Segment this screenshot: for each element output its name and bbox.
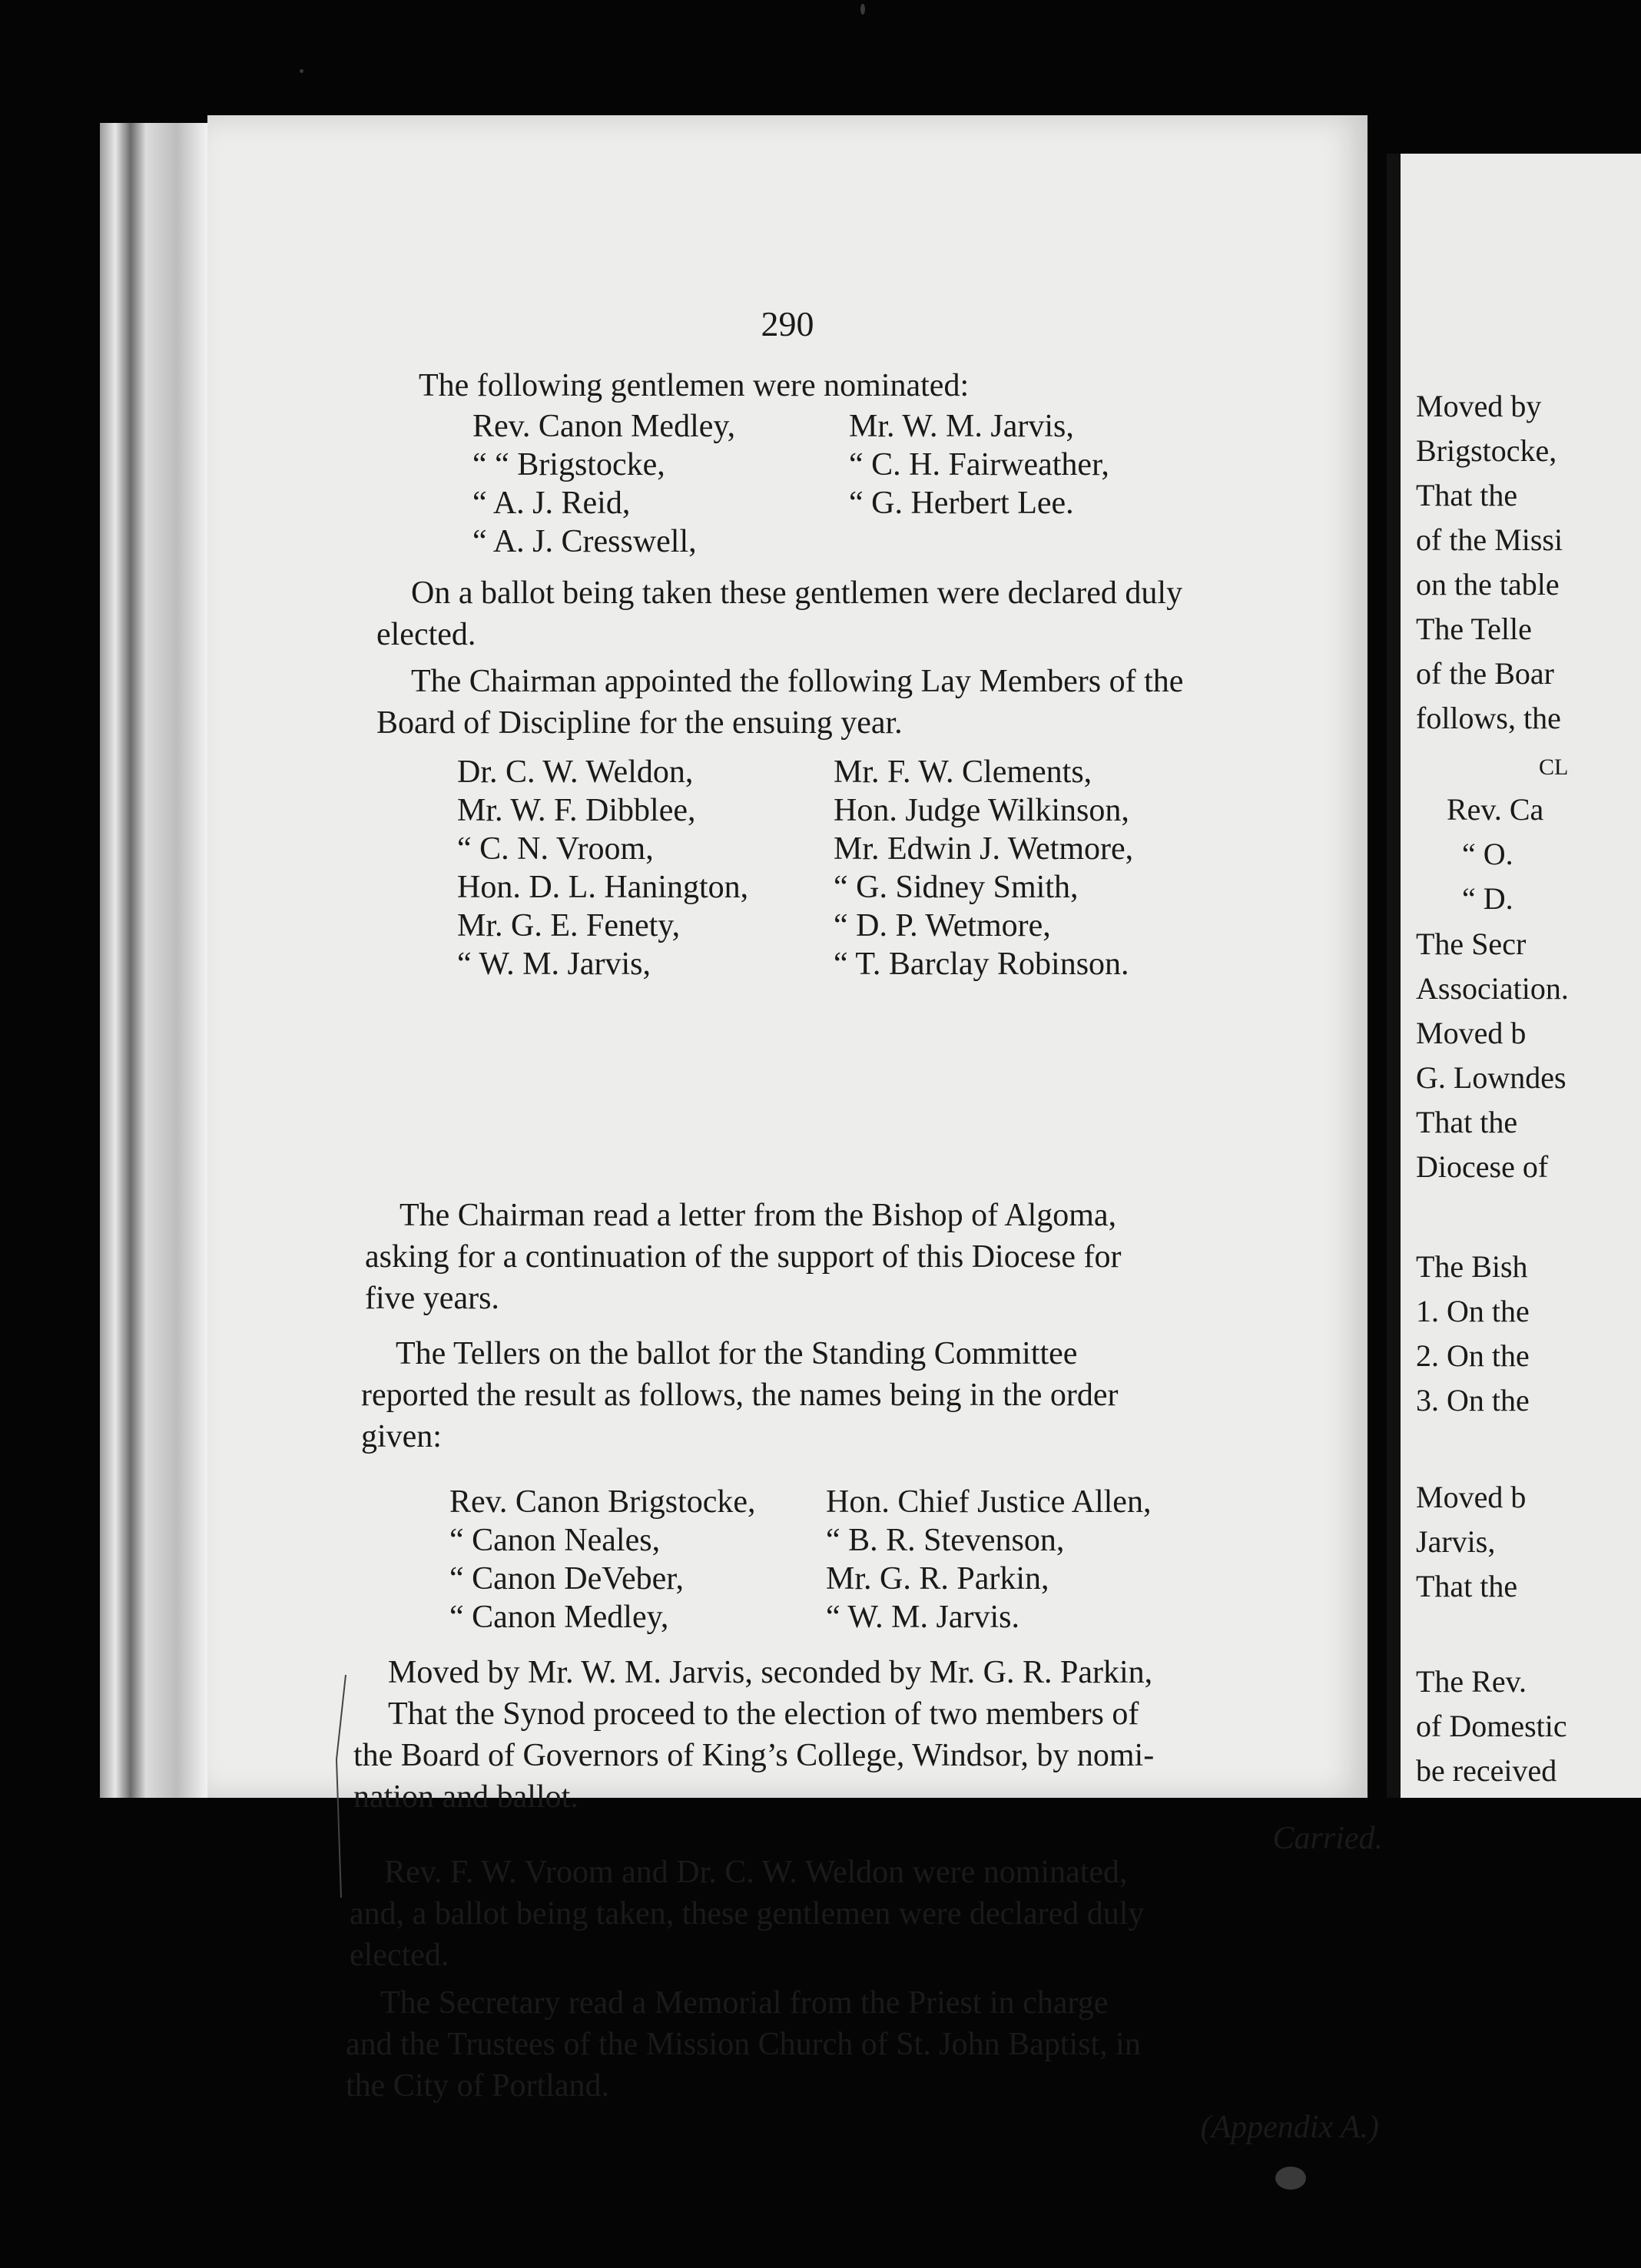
text-line: five years. — [365, 1281, 499, 1316]
vroom-paragraph — [350, 1852, 1379, 1976]
text-line: elected. — [376, 617, 476, 652]
fragment-line: That the — [1416, 1105, 1518, 1139]
right-page-fragment — [1387, 154, 1641, 1798]
tellers-paragraph — [361, 1333, 1387, 1457]
name-entry: Hon. Judge Wilkinson, — [834, 793, 1129, 828]
fragment-line: The Telle — [1416, 612, 1532, 646]
text-line: The Chairman read a letter from the Bishop of Algoma, — [399, 1198, 1117, 1233]
fragment-line: Diocese of — [1416, 1149, 1549, 1184]
algoma-paragraph — [365, 1195, 1387, 1319]
fragment-line: Jarvis, — [1416, 1524, 1496, 1559]
text-line: Moved by Mr. W. M. Jarvis, seconded by Mr. G. R. Parkin, — [388, 1655, 1153, 1690]
text-line: The following gentlemen were nominated: — [419, 368, 970, 403]
fragment-line: That the — [1416, 1569, 1518, 1603]
appendix-label: (Appendix A.) — [1200, 2110, 1379, 2145]
name-entry: “ G. Herbert Lee. — [849, 486, 1074, 521]
name-entry: “ A. J. Cresswell, — [472, 524, 697, 559]
fragment-line: “ O. — [1462, 837, 1513, 871]
lay-members-paragraph — [376, 661, 1398, 744]
name-entry: Mr. G. E. Fenety, — [457, 908, 681, 943]
scan-speck — [860, 4, 865, 15]
text-line: Board of Discipline for the ensuing year. — [376, 705, 903, 741]
name-entry: Rev. Canon Brigstocke, — [449, 1484, 756, 1520]
text-line: given: — [361, 1419, 442, 1454]
fragment-line: That the — [1416, 478, 1518, 512]
name-entry: “ “ Brigstocke, — [472, 447, 665, 482]
name-entry: Dr. C. W. Weldon, — [457, 754, 694, 790]
fragment-line: of the Missi — [1416, 522, 1563, 557]
text-line: the City of Portland. — [346, 2068, 609, 2104]
text-line: The Chairman appointed the following Lay Members of the — [411, 664, 1184, 699]
fragment-line: Association. — [1416, 971, 1569, 1006]
name-entry: “ A. J. Reid, — [472, 486, 631, 521]
fragment-line: of Domestic — [1416, 1709, 1567, 1743]
lay-members-right-column — [834, 753, 1133, 983]
name-entry: “ Canon Neales, — [449, 1523, 661, 1558]
nominated-intro — [419, 365, 1417, 406]
fragment-line: The Rev. — [1416, 1664, 1527, 1699]
name-entry: “ W. M. Jarvis. — [826, 1600, 1019, 1635]
name-entry: “ C. N. Vroom, — [457, 831, 654, 867]
fragment-line: of the Boar — [1416, 656, 1554, 691]
lay-members-left-column — [457, 753, 748, 983]
text-line: Rev. F. W. Vroom and Dr. C. W. Weldon were nominated, — [384, 1855, 1128, 1890]
name-entry: Mr. F. W. Clements, — [834, 754, 1092, 790]
scan-speck — [1275, 2167, 1306, 2190]
text-line: The Secretary read a Memorial from the Priest in charge — [380, 1985, 1109, 2021]
name-entry: Hon. Chief Justice Allen, — [826, 1484, 1152, 1520]
name-entry: “ B. R. Stevenson, — [826, 1523, 1065, 1558]
scan-speck — [300, 69, 303, 73]
text-line: On a ballot being taken these gentlemen were declared duly — [411, 575, 1183, 611]
name-entry: Mr. W. F. Dibblee, — [457, 793, 696, 828]
fragment-line: Rev. Ca — [1447, 792, 1544, 827]
standing-committee-right-column — [826, 1483, 1151, 1636]
text-line: reported the result as follows, the names being in the order — [361, 1378, 1119, 1413]
text-line: The Tellers on the ballot for the Standing Committee — [396, 1336, 1078, 1371]
nominated-left-column — [472, 407, 735, 561]
fragment-line: The Bish — [1416, 1249, 1528, 1284]
text-line: asking for a continuation of the support of this Diocese for — [365, 1239, 1122, 1275]
fragment-line: Moved by — [1416, 389, 1542, 423]
text-line: elected. — [350, 1938, 449, 1973]
name-entry: Mr. Edwin J. Wetmore, — [834, 831, 1134, 867]
name-entry: “ W. M. Jarvis, — [457, 947, 651, 982]
fragment-line: The Secr — [1416, 927, 1527, 961]
text-line: and, a ballot being taken, these gentlemen were declared duly — [350, 1896, 1145, 1931]
fragment-line: be received — [1416, 1753, 1557, 1788]
text-line: That the Synod proceed to the election of two members of — [388, 1696, 1139, 1732]
page-number: 290 — [761, 304, 814, 343]
fragment-line: G. Lowndes — [1416, 1060, 1566, 1095]
ballot-paragraph — [376, 572, 1391, 655]
name-entry: “ C. H. Fairweather, — [849, 447, 1109, 482]
fragment-line: “ D. — [1462, 881, 1513, 916]
text-line: nation and ballot. — [353, 1779, 578, 1815]
fragment-line: Moved b — [1416, 1480, 1527, 1514]
standing-committee-left-column — [449, 1483, 756, 1636]
carried-label: Carried. — [1272, 1821, 1383, 1856]
text-line: the Board of Governors of King’s College, Windsor, by nomi- — [353, 1738, 1155, 1773]
fragment-line: 2. On the — [1416, 1338, 1530, 1373]
name-entry: Hon. D. L. Hanington, — [457, 870, 749, 905]
name-entry: “ Canon DeVeber, — [449, 1561, 685, 1597]
left-page — [207, 115, 1383, 2145]
nominated-right-column — [849, 407, 1109, 522]
fragment-line: Brigstocke, — [1416, 433, 1557, 468]
fragment-line: Moved b — [1416, 1016, 1527, 1050]
name-entry: “ Canon Medley, — [449, 1600, 669, 1635]
name-entry: “ D. P. Wetmore, — [834, 908, 1051, 943]
memorial-paragraph — [346, 1982, 1379, 2148]
name-entry: “ G. Sidney Smith, — [834, 870, 1079, 905]
name-entry: Rev. Canon Medley, — [472, 409, 736, 444]
fragment-line: 1. On the — [1416, 1294, 1530, 1328]
fragment-line: on the table — [1416, 567, 1560, 602]
name-entry: Mr. G. R. Parkin, — [826, 1561, 1049, 1597]
moved-paragraph — [353, 1652, 1383, 1859]
fragment-line: follows, the — [1416, 701, 1561, 735]
text-line: and the Trustees of the Mission Church of St. John Baptist, in — [346, 2027, 1141, 2062]
fragment-line: 3. On the — [1416, 1383, 1530, 1418]
name-entry: Mr. W. M. Jarvis, — [849, 409, 1074, 444]
name-entry: “ T. Barclay Robinson. — [834, 947, 1129, 982]
fragment-line: CL — [1539, 754, 1569, 780]
